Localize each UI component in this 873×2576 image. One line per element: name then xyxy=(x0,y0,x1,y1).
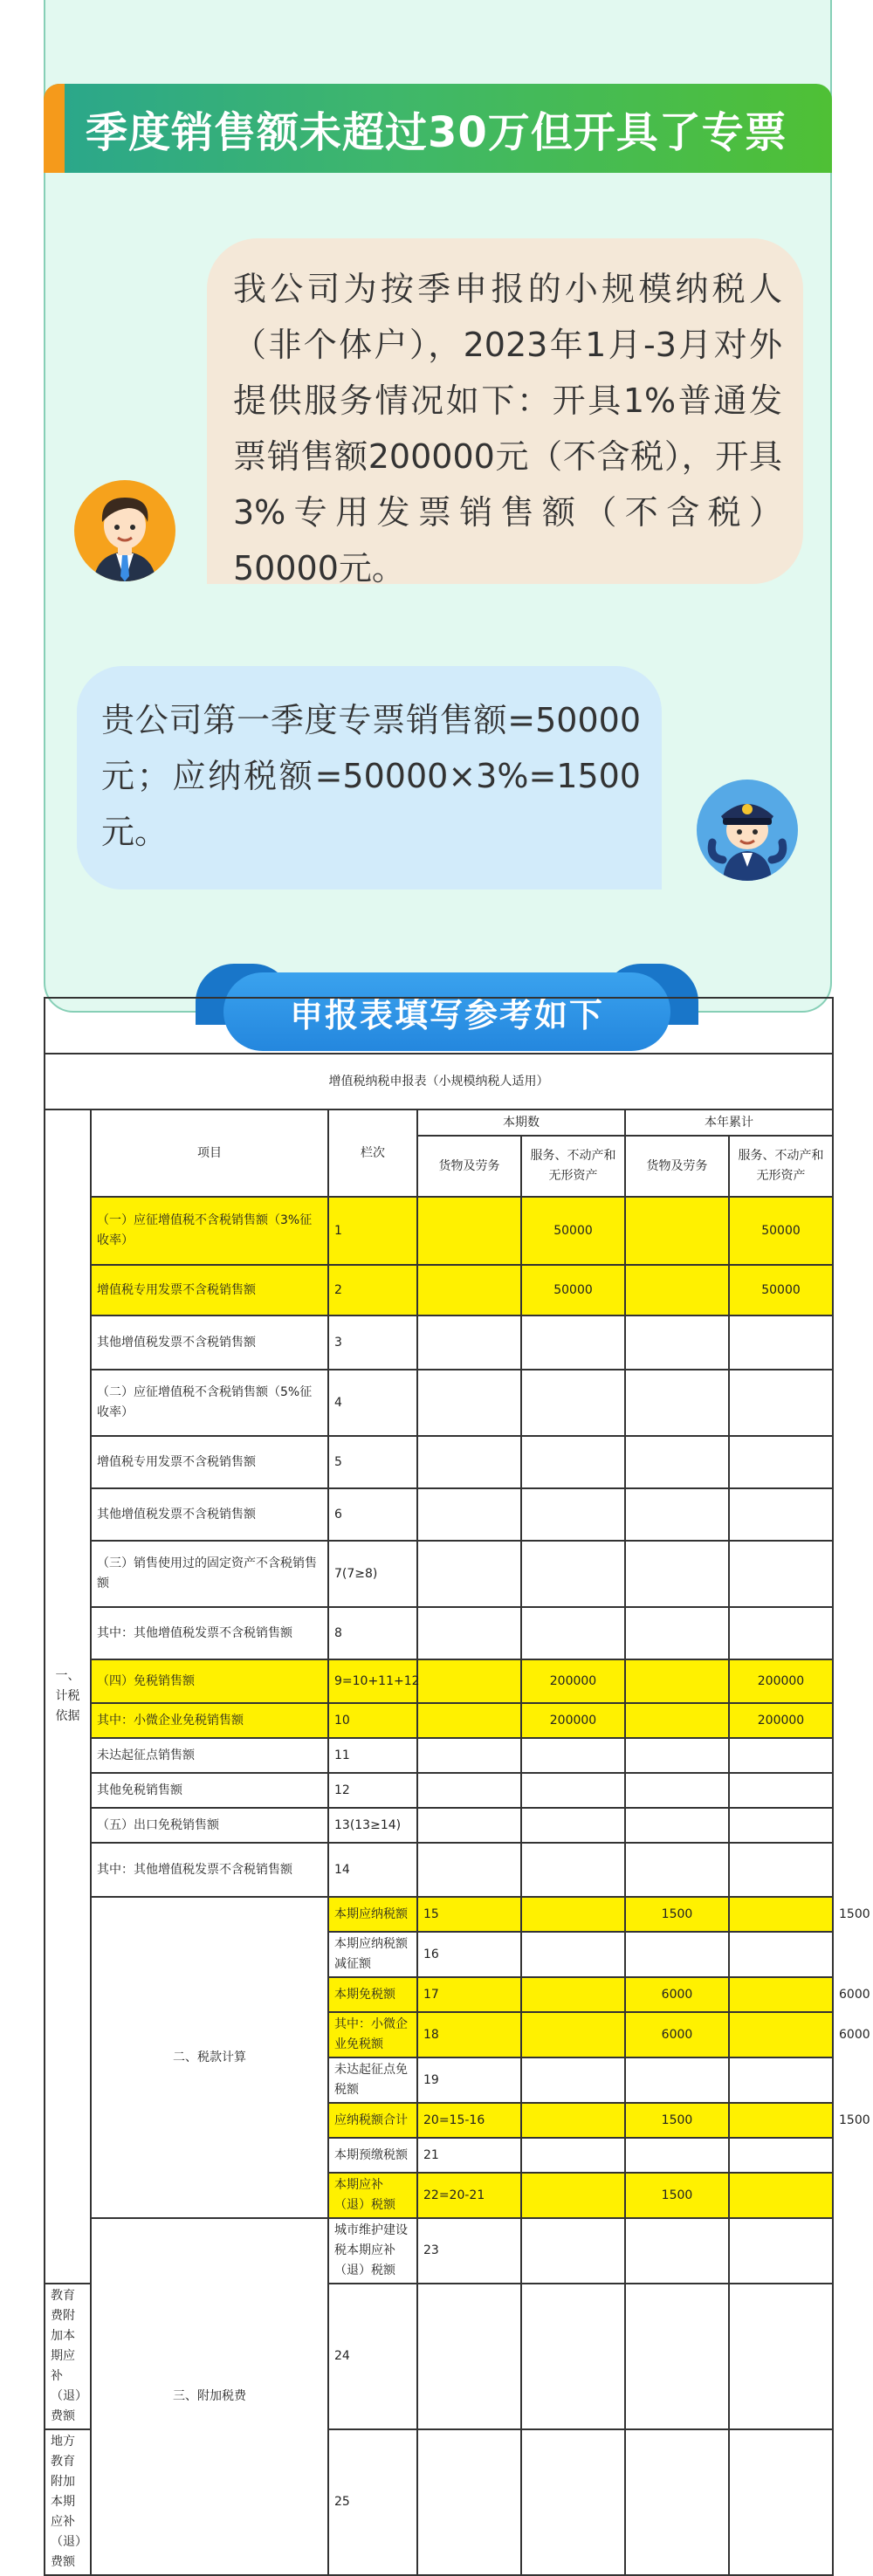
table-row: 其中：小微企业免税额 18 6000 6000 xyxy=(45,2012,833,2057)
section-title-bar xyxy=(44,84,832,173)
row-line: 17 xyxy=(417,1977,521,2012)
row-cur-svc xyxy=(521,1773,625,1808)
table-row: 二、税款计算 本期应纳税额 15 1500 1500 xyxy=(45,1897,833,1932)
row-line: 11 xyxy=(328,1738,417,1773)
row-ytd-svc xyxy=(729,1488,833,1541)
table-row xyxy=(45,1197,833,1265)
row-line: 16 xyxy=(417,1932,521,1977)
row-line: 25 xyxy=(328,2429,417,2575)
table-title: 增值税纳税申报表（小规模纳税人适用） xyxy=(45,1054,833,1109)
row-item: 其他增值税发票不含税销售额 xyxy=(91,1315,328,1370)
table-header-row xyxy=(45,1109,833,1136)
row-line: 7(7≥8) xyxy=(328,1541,417,1607)
row-cur-svc xyxy=(521,1843,625,1897)
page-title: 季度销售额未超过30万但开具了专票 xyxy=(86,107,787,157)
row-ytd-svc xyxy=(729,1773,833,1808)
section-label: 二、税款计算 xyxy=(91,1897,328,2218)
row-cur-svc xyxy=(521,1808,625,1843)
row-cur-svc xyxy=(625,2138,729,2173)
businessman-avatar-icon xyxy=(74,480,175,581)
ribbon-label: 申报表填写参考如下 xyxy=(223,972,670,1051)
row-item: 应纳税额合计 xyxy=(328,2103,417,2138)
row-item: 其中：其他增值税发票不含税销售额 xyxy=(91,1843,328,1897)
row-line: 22=20-21 xyxy=(417,2173,521,2218)
row-item: 地方教育附加本期应补（退）费额 xyxy=(45,2429,91,2575)
row-cur-svc xyxy=(521,1607,625,1659)
row-cur-svc: 1500 xyxy=(625,2103,729,2138)
row-cur-svc xyxy=(625,1932,729,1977)
table-row xyxy=(45,1773,833,1808)
question-text: 我公司为按季申报的小规模纳税人（非个体户），2023年1月-3月对外提供服务情况如下：开具1%普通发票销售额200000元（不含税），开具3%专用发票销售额（不含税）50000元。 xyxy=(233,270,782,587)
row-cur-svc: 1500 xyxy=(625,1897,729,1932)
row-item: （三）销售使用过的固定资产不含税销售额 xyxy=(91,1541,328,1607)
row-ytd-svc: 50000 xyxy=(729,1265,833,1315)
row-ytd-svc xyxy=(729,1843,833,1897)
row-item: （二）应征增值税不含税销售额（5%征收率） xyxy=(91,1370,328,1436)
tax-officer-avatar-icon xyxy=(697,780,798,881)
table-row xyxy=(45,2218,833,2284)
row-line: 3 xyxy=(328,1315,417,1370)
row-cur-svc xyxy=(521,1436,625,1488)
row-line: 15 xyxy=(417,1897,521,1932)
row-line: 10 xyxy=(328,1703,417,1738)
answer-text: 贵公司第一季度专票销售额=50000元；应纳税额=50000×3%=1500元。 xyxy=(101,701,641,851)
row-cur-svc: 1500 xyxy=(625,2173,729,2218)
section-label: 三、附加税费 xyxy=(91,2218,328,2575)
table-row xyxy=(45,1703,833,1738)
title-accent xyxy=(44,84,65,173)
header-services: 服务、不动产和无形资产 xyxy=(729,1136,833,1197)
table-row xyxy=(45,1738,833,1773)
row-line: 23 xyxy=(417,2218,521,2284)
row-item: 本期免税额 xyxy=(328,1977,417,2012)
row-cur-svc: 50000 xyxy=(521,1197,625,1265)
row-cur-svc xyxy=(625,2057,729,2103)
row-item: 本期应补（退）税额 xyxy=(328,2173,417,2218)
row-item: 其中：小微企业免税额 xyxy=(328,2012,417,2057)
row-item: 其中：其他增值税发票不含税销售额 xyxy=(91,1607,328,1659)
table-title-row xyxy=(45,1054,833,1109)
header-item: 项目 xyxy=(91,1109,328,1197)
row-line: 13(13≥14) xyxy=(328,1808,417,1843)
row-line: 18 xyxy=(417,2012,521,2057)
row-cur-svc xyxy=(521,1541,625,1607)
table-row xyxy=(45,1808,833,1843)
row-item: 教育费附加本期应补（退）费额 xyxy=(45,2284,91,2429)
row-cur-svc xyxy=(521,1315,625,1370)
row-ytd-svc xyxy=(729,2429,833,2575)
row-cur-svc xyxy=(521,1370,625,1436)
row-ytd-svc xyxy=(729,1315,833,1370)
row-item: 其他增值税发票不含税销售额 xyxy=(91,1488,328,1541)
row-line: 14 xyxy=(328,1843,417,1897)
table-row: 本期免税额 17 6000 6000 xyxy=(45,1977,833,2012)
row-ytd-svc xyxy=(729,1808,833,1843)
row-cur-svc: 50000 xyxy=(521,1265,625,1315)
row-line: 2 xyxy=(328,1265,417,1315)
row-cur-svc: 200000 xyxy=(521,1703,625,1738)
row-ytd-svc: 200000 xyxy=(729,1659,833,1703)
row-cur-svc xyxy=(521,2429,625,2575)
header-goods: 货物及劳务 xyxy=(625,1136,729,1197)
question-bubble xyxy=(207,238,803,587)
row-item: 增值税专用发票不含税销售额 xyxy=(91,1265,328,1315)
row-line: 24 xyxy=(328,2284,417,2429)
row-item: （一）应征增值税不含税销售额（3%征收率） xyxy=(91,1197,328,1265)
header-ytd: 本年累计 xyxy=(625,1109,833,1136)
row-item: 其中：小微企业免税销售额 xyxy=(91,1703,328,1738)
row-line: 1 xyxy=(328,1197,417,1265)
header-line: 栏次 xyxy=(328,1109,417,1197)
table-row: 应纳税额合计 20=15-16 1500 1500 xyxy=(45,2103,833,2138)
header-goods: 货物及劳务 xyxy=(417,1136,521,1197)
row-ytd-svc xyxy=(729,1436,833,1488)
header-services: 服务、不动产和无形资产 xyxy=(521,1136,625,1197)
row-ytd-svc: 50000 xyxy=(729,1197,833,1265)
row-item: 本期预缴税额 xyxy=(328,2138,417,2173)
row-line: 12 xyxy=(328,1773,417,1808)
table-row xyxy=(45,1265,833,1315)
row-cur-svc: 6000 xyxy=(625,2012,729,2057)
row-item: 其他免税销售额 xyxy=(91,1773,328,1808)
table-row xyxy=(45,1488,833,1541)
row-ytd-svc xyxy=(729,1738,833,1773)
table-row xyxy=(45,1659,833,1703)
vat-declaration-table xyxy=(44,997,870,2576)
row-ytd-svc xyxy=(729,1541,833,1607)
row-line: 19 xyxy=(417,2057,521,2103)
row-ytd-svc xyxy=(729,2284,833,2429)
table-row xyxy=(45,1436,833,1488)
row-item: （四）免税销售额 xyxy=(91,1659,328,1703)
table-row xyxy=(45,1541,833,1607)
row-item: 未达起征点销售额 xyxy=(91,1738,328,1773)
row-line: 8 xyxy=(328,1607,417,1659)
row-line: 6 xyxy=(328,1488,417,1541)
row-cur-svc xyxy=(521,2284,625,2429)
row-line: 5 xyxy=(328,1436,417,1488)
row-cur-svc xyxy=(521,1488,625,1541)
row-ytd-svc xyxy=(729,1370,833,1436)
row-ytd-svc xyxy=(729,1607,833,1659)
table-row xyxy=(45,1607,833,1659)
answer-bubble xyxy=(77,666,662,890)
row-line: 21 xyxy=(417,2138,521,2173)
row-cur-svc: 200000 xyxy=(521,1659,625,1703)
row-item: 本期应纳税额 xyxy=(328,1897,417,1932)
row-item: （五）出口免税销售额 xyxy=(91,1808,328,1843)
row-line: 20=15-16 xyxy=(417,2103,521,2138)
header-current: 本期数 xyxy=(417,1109,625,1136)
row-ytd-svc: 200000 xyxy=(729,1703,833,1738)
section-label: 一、计税依据 xyxy=(45,1109,91,2284)
row-cur-svc xyxy=(521,1738,625,1773)
row-line: 4 xyxy=(328,1370,417,1436)
row-cur-svc xyxy=(625,2218,729,2284)
row-item: 增值税专用发票不含税销售额 xyxy=(91,1436,328,1488)
table-row xyxy=(45,1315,833,1370)
row-item: 未达起征点免税额 xyxy=(328,2057,417,2103)
row-cur-svc: 6000 xyxy=(625,1977,729,2012)
table-row xyxy=(45,1370,833,1436)
row-line: 9=10+11+12 xyxy=(328,1659,417,1703)
row-item: 城市维护建设税本期应补（退）税额 xyxy=(328,2218,417,2284)
row-item: 本期应纳税额减征额 xyxy=(328,1932,417,1977)
table-row xyxy=(45,1843,833,1897)
table-spacer-row xyxy=(45,998,833,1054)
